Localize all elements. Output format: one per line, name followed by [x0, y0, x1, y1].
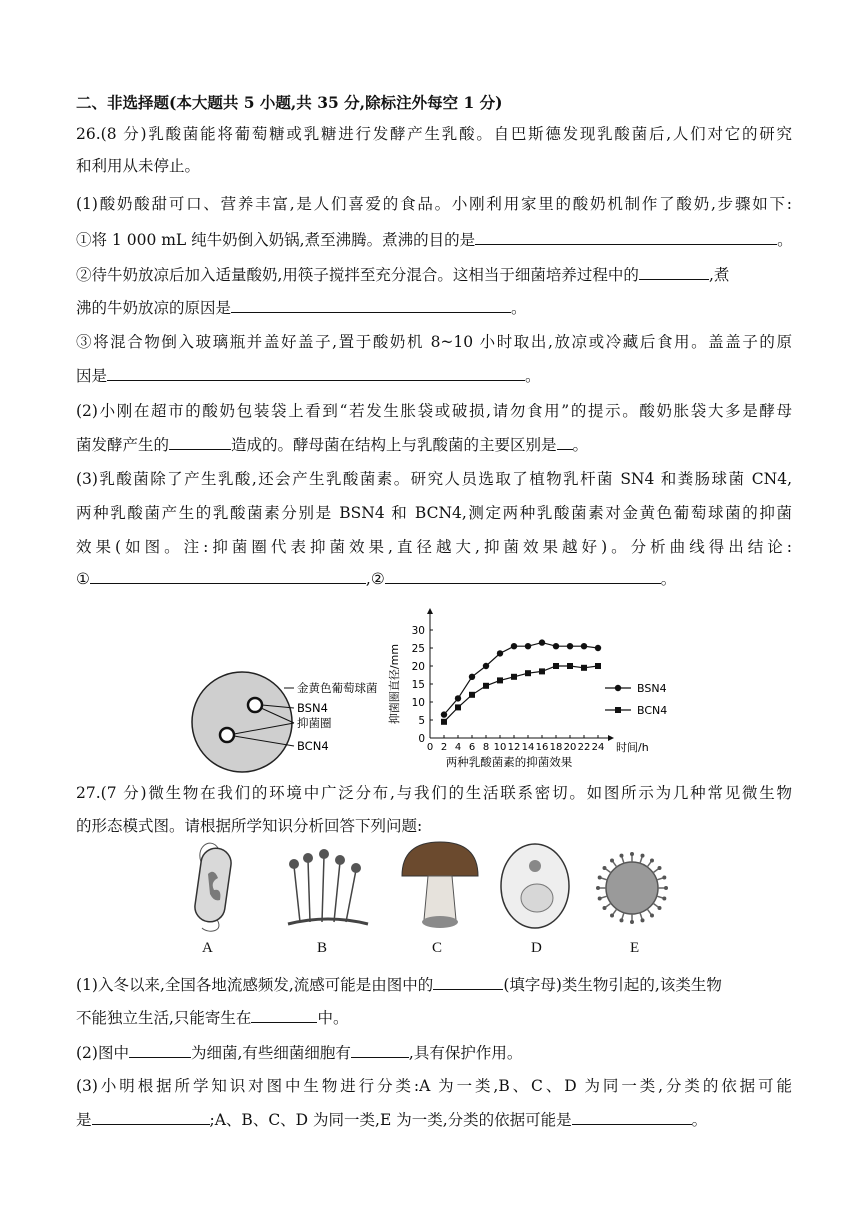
virus-spike-tip	[598, 897, 602, 901]
data-point-bcn4	[581, 665, 587, 671]
answer-blank[interactable]	[385, 567, 661, 584]
q27-part2-text2: 为细菌,有些细菌细胞有	[190, 1044, 351, 1062]
data-point-bcn4	[553, 663, 559, 669]
q26-step2-text: ②待牛奶放凉后加入适量酸奶,用筷子搅拌至充分混合。这相当于细菌培养过程中的	[76, 266, 639, 284]
punct: 。	[660, 570, 677, 588]
q27-part3-text: 是	[76, 1111, 92, 1129]
virus-spike-tip	[619, 918, 623, 922]
yeast-vacuole	[521, 884, 553, 912]
chart-title: 两种乳酸菌素的抑菌效果	[445, 755, 573, 769]
legend-label: BSN4	[637, 682, 667, 695]
virus-spike-tip	[641, 918, 645, 922]
circled-2: ,②	[365, 570, 385, 588]
data-point-bsn4	[539, 639, 545, 645]
y-tick-label: 25	[411, 643, 425, 655]
q27-part2-text: (2)图中	[76, 1044, 129, 1062]
data-point-bcn4	[441, 719, 447, 725]
y-tick-label: 30	[411, 625, 425, 637]
mold-image	[288, 849, 368, 924]
q26-part3-line4	[76, 567, 792, 590]
data-point-bcn4	[511, 674, 517, 680]
q27-part3-text2: ;A、B、C、D 为同一类,E 为一类,分类的依据可能是	[209, 1111, 572, 1129]
q26-step1	[76, 228, 792, 251]
x-tick-label: 8	[482, 742, 490, 753]
hypha	[346, 870, 356, 922]
mushroom-image	[402, 842, 478, 928]
virus-spike-tip	[596, 886, 600, 890]
punct: 。	[777, 231, 793, 249]
virus-spike-tip	[602, 906, 606, 910]
q26-part3-line3: 效果(如图。注:抑菌圈代表抑菌效果,直径越大,抑菌效果越好)。分析曲线得出结论:	[76, 538, 792, 556]
virus-spike-tip	[598, 875, 602, 879]
virus-spike-tip	[650, 914, 654, 918]
q27-part3-line1: (3)小明根据所学知识对图中生物进行分类:A 为一类,B、C、D 为同一类,分类的依据可能	[76, 1077, 792, 1095]
answer-blank[interactable]	[475, 228, 777, 245]
q27-part1-text3: 不能独立生活,只能寄生在	[76, 1009, 252, 1027]
punct: 。	[572, 436, 589, 454]
petri-dish-diagram	[188, 668, 398, 774]
q26-step2-line2	[76, 296, 792, 319]
virus-spike-tip	[610, 914, 614, 918]
q27-part3-end: 。	[691, 1111, 708, 1129]
image-label-b: B	[317, 940, 328, 956]
label-bacteria: 金黄色葡萄球菌	[297, 681, 378, 695]
y-tick-label: 20	[411, 661, 425, 673]
q27-part2-end: ,具有保护作用。	[408, 1044, 523, 1062]
data-point-bsn4	[455, 695, 461, 701]
yeast-image	[501, 844, 569, 928]
q26-intro-line1: 26.(8 分)乳酸菌能将葡萄糖或乳糖进行发酵产生乳酸。自巴斯德发现乳酸菌后,人们对它的研究	[76, 125, 792, 143]
label-zone: 抑菌圈	[297, 716, 332, 730]
hypha	[294, 866, 300, 922]
x-tick-label: 18	[549, 742, 563, 753]
image-label-d: D	[531, 940, 542, 956]
data-point-bcn4	[567, 663, 573, 669]
answer-blank[interactable]	[433, 973, 503, 990]
y-axis-arrow	[427, 608, 433, 614]
x-tick-label: 24	[591, 742, 605, 753]
x-axis-arrow	[608, 735, 614, 741]
bacterium-cell	[193, 846, 233, 923]
answer-blank[interactable]	[129, 1041, 191, 1058]
data-point-bsn4	[483, 663, 489, 669]
q26-step3-line2	[76, 364, 792, 387]
y-tick-label: 10	[411, 697, 425, 709]
chart-marks	[441, 639, 601, 724]
virus-spike-tip	[662, 875, 666, 879]
mushroom-cap	[402, 842, 478, 876]
virus-spike-tip	[619, 854, 623, 858]
answer-blank[interactable]	[231, 296, 511, 313]
q26-step3-text2: 因是	[76, 367, 108, 385]
y-tick-label: 0	[418, 733, 425, 745]
answer-blank[interactable]	[107, 364, 525, 381]
virus-spike-tip	[641, 854, 645, 858]
q26-step3-line1: ③将混合物倒入玻璃瓶并盖好盖子,置于酸奶机 8~10 小时取出,放凉或冷藏后食用。盖盖子的原	[76, 333, 792, 351]
virus-spike-tip	[650, 858, 654, 862]
microbe-images	[180, 836, 680, 936]
virus-spike-tip	[610, 858, 614, 862]
answer-blank[interactable]	[572, 1108, 692, 1125]
q27-part1-line1	[76, 973, 792, 996]
inhibition-line-chart	[380, 598, 680, 778]
virus-spike-tip	[630, 920, 634, 924]
data-point-bsn4	[441, 711, 447, 717]
q26-part2-text2: 造成的。酵母菌在结构上与乳酸菌的主要区别是	[231, 436, 557, 454]
series-line-bcn4	[444, 666, 598, 722]
chart-legend	[605, 682, 667, 717]
q26-part2-line2	[76, 433, 792, 456]
data-point-bcn4	[497, 677, 503, 683]
answer-blank[interactable]	[351, 1041, 409, 1058]
q27-part1-line2	[76, 1006, 792, 1029]
spore-head	[351, 863, 361, 873]
spore-head	[335, 855, 345, 865]
virus-body	[606, 862, 658, 914]
image-label-e: E	[630, 940, 640, 956]
answer-blank[interactable]	[92, 1108, 210, 1125]
punct: 。	[525, 367, 541, 385]
label-bsn4: BSN4	[297, 701, 328, 715]
x-axis-label: 时间/h	[616, 741, 649, 754]
bsn4-zone	[248, 698, 262, 712]
data-point-bcn4	[595, 663, 601, 669]
q26-part3-line1: (3)乳酸菌除了产生乳酸,还会产生乳酸菌素。研究人员选取了植物乳杆菌 SN4 和粪肠球菌 CN4,	[76, 470, 792, 488]
answer-blank[interactable]	[169, 433, 231, 450]
x-tick-label: 10	[493, 742, 507, 753]
data-point-bsn4	[581, 643, 587, 649]
virus-image	[596, 852, 668, 924]
y-axis-label: 抑菌圈直径/mm	[388, 643, 401, 725]
answer-blank[interactable]	[90, 567, 366, 584]
spore-head	[303, 853, 313, 863]
data-point-bsn4	[525, 643, 531, 649]
q26-part3-line2: 两种乳酸菌产生的乳酸菌素分别是 BSN4 和 BCN4,测定两种乳酸菌素对金黄色葡萄球菌的抑菌	[76, 504, 792, 522]
x-tick-label: 6	[468, 742, 476, 753]
series-line-bsn4	[444, 643, 598, 715]
legend-marker	[615, 685, 621, 691]
q27-part3-line2	[76, 1108, 792, 1131]
petri-dish	[192, 672, 292, 772]
x-tick-label: 14	[521, 742, 535, 753]
data-point-bsn4	[469, 674, 475, 680]
y-tick-label: 5	[418, 715, 425, 727]
legend-marker	[615, 707, 621, 713]
data-point-bsn4	[553, 643, 559, 649]
q27-intro-line1: 27.(7 分)微生物在我们的环境中广泛分布,与我们的生活联系密切。如图所示为几种常见微生物	[76, 784, 792, 802]
spore-head	[289, 859, 299, 869]
data-point-bcn4	[455, 704, 461, 710]
section-header: 二、非选择题(本大题共 5 小题,共 35 分,除标注外每空 1 分)	[76, 93, 503, 112]
answer-blank[interactable]	[557, 433, 573, 450]
x-tick-label: 0	[426, 742, 434, 753]
data-point-bsn4	[567, 643, 573, 649]
data-point-bsn4	[595, 645, 601, 651]
data-point-bcn4	[469, 692, 475, 698]
bcn4-zone	[220, 728, 234, 742]
data-point-bsn4	[497, 650, 503, 656]
label-bcn4: BCN4	[297, 739, 329, 753]
q27-part1-text: (1)入冬以来,全国各地流感频发,流感可能是由图中的	[76, 976, 434, 994]
virus-spike-tip	[658, 906, 662, 910]
q27-intro-line2: 的形态模式图。请根据所学知识分析回答下列问题:	[76, 817, 423, 835]
x-tick-label: 16	[535, 742, 549, 753]
virus-spike-tip	[658, 866, 662, 870]
punct: ,煮	[708, 266, 730, 284]
answer-blank[interactable]	[251, 1006, 317, 1023]
spore-head	[319, 849, 329, 859]
q26-part1: (1)酸奶酸甜可口、营养丰富,是人们喜爱的食品。小刚利用家里的酸奶机制作了酸奶,步骤如下:	[76, 195, 792, 213]
q26-part2-line1: (2)小刚在超市的酸奶包装袋上看到“若发生胀袋或破损,请勿食用”的提示。酸奶胀袋大多是酵母	[76, 402, 792, 420]
x-tick-label: 2	[440, 742, 448, 753]
data-point-bcn4	[483, 683, 489, 689]
q27-part1-text2: (填字母)类生物引起的,该类生物	[503, 976, 722, 994]
yeast-nucleus	[529, 860, 541, 872]
q26-part2-text: 菌发酵产生的	[76, 436, 170, 454]
q26-step2-text2: 沸的牛奶放凉的原因是	[76, 299, 232, 317]
circled-1: ①	[76, 570, 90, 588]
hypha	[322, 856, 324, 922]
chart-axes	[412, 608, 614, 753]
answer-blank[interactable]	[639, 263, 709, 280]
mushroom-base	[422, 916, 458, 928]
image-label-c: C	[432, 940, 443, 956]
q26-step2-line1	[76, 263, 792, 286]
hypha	[334, 862, 340, 922]
x-tick-label: 12	[507, 742, 521, 753]
q27-part1-end: 中。	[317, 1009, 349, 1027]
hypha	[308, 860, 310, 922]
virus-spike-tip	[664, 886, 668, 890]
image-label-a: A	[202, 940, 213, 956]
punct: 。	[511, 299, 527, 317]
virus-spike-tip	[602, 866, 606, 870]
q26-step1-text: ①将 1 000 mL 纯牛奶倒入奶锅,煮至沸腾。煮沸的目的是	[76, 231, 476, 249]
y-tick-label: 15	[411, 679, 425, 691]
x-tick-label: 4	[454, 742, 462, 753]
virus-spike-tip	[662, 897, 666, 901]
x-tick-label: 20	[563, 742, 577, 753]
x-tick-label: 22	[577, 742, 591, 753]
virus-spike-tip	[630, 852, 634, 856]
bacterium-image	[193, 843, 233, 931]
q27-part2	[76, 1041, 792, 1064]
q26-intro-line2: 和利用从未停止。	[76, 157, 201, 175]
data-point-bcn4	[539, 668, 545, 674]
data-point-bsn4	[511, 643, 517, 649]
legend-label: BCN4	[637, 704, 668, 717]
data-point-bcn4	[525, 670, 531, 676]
